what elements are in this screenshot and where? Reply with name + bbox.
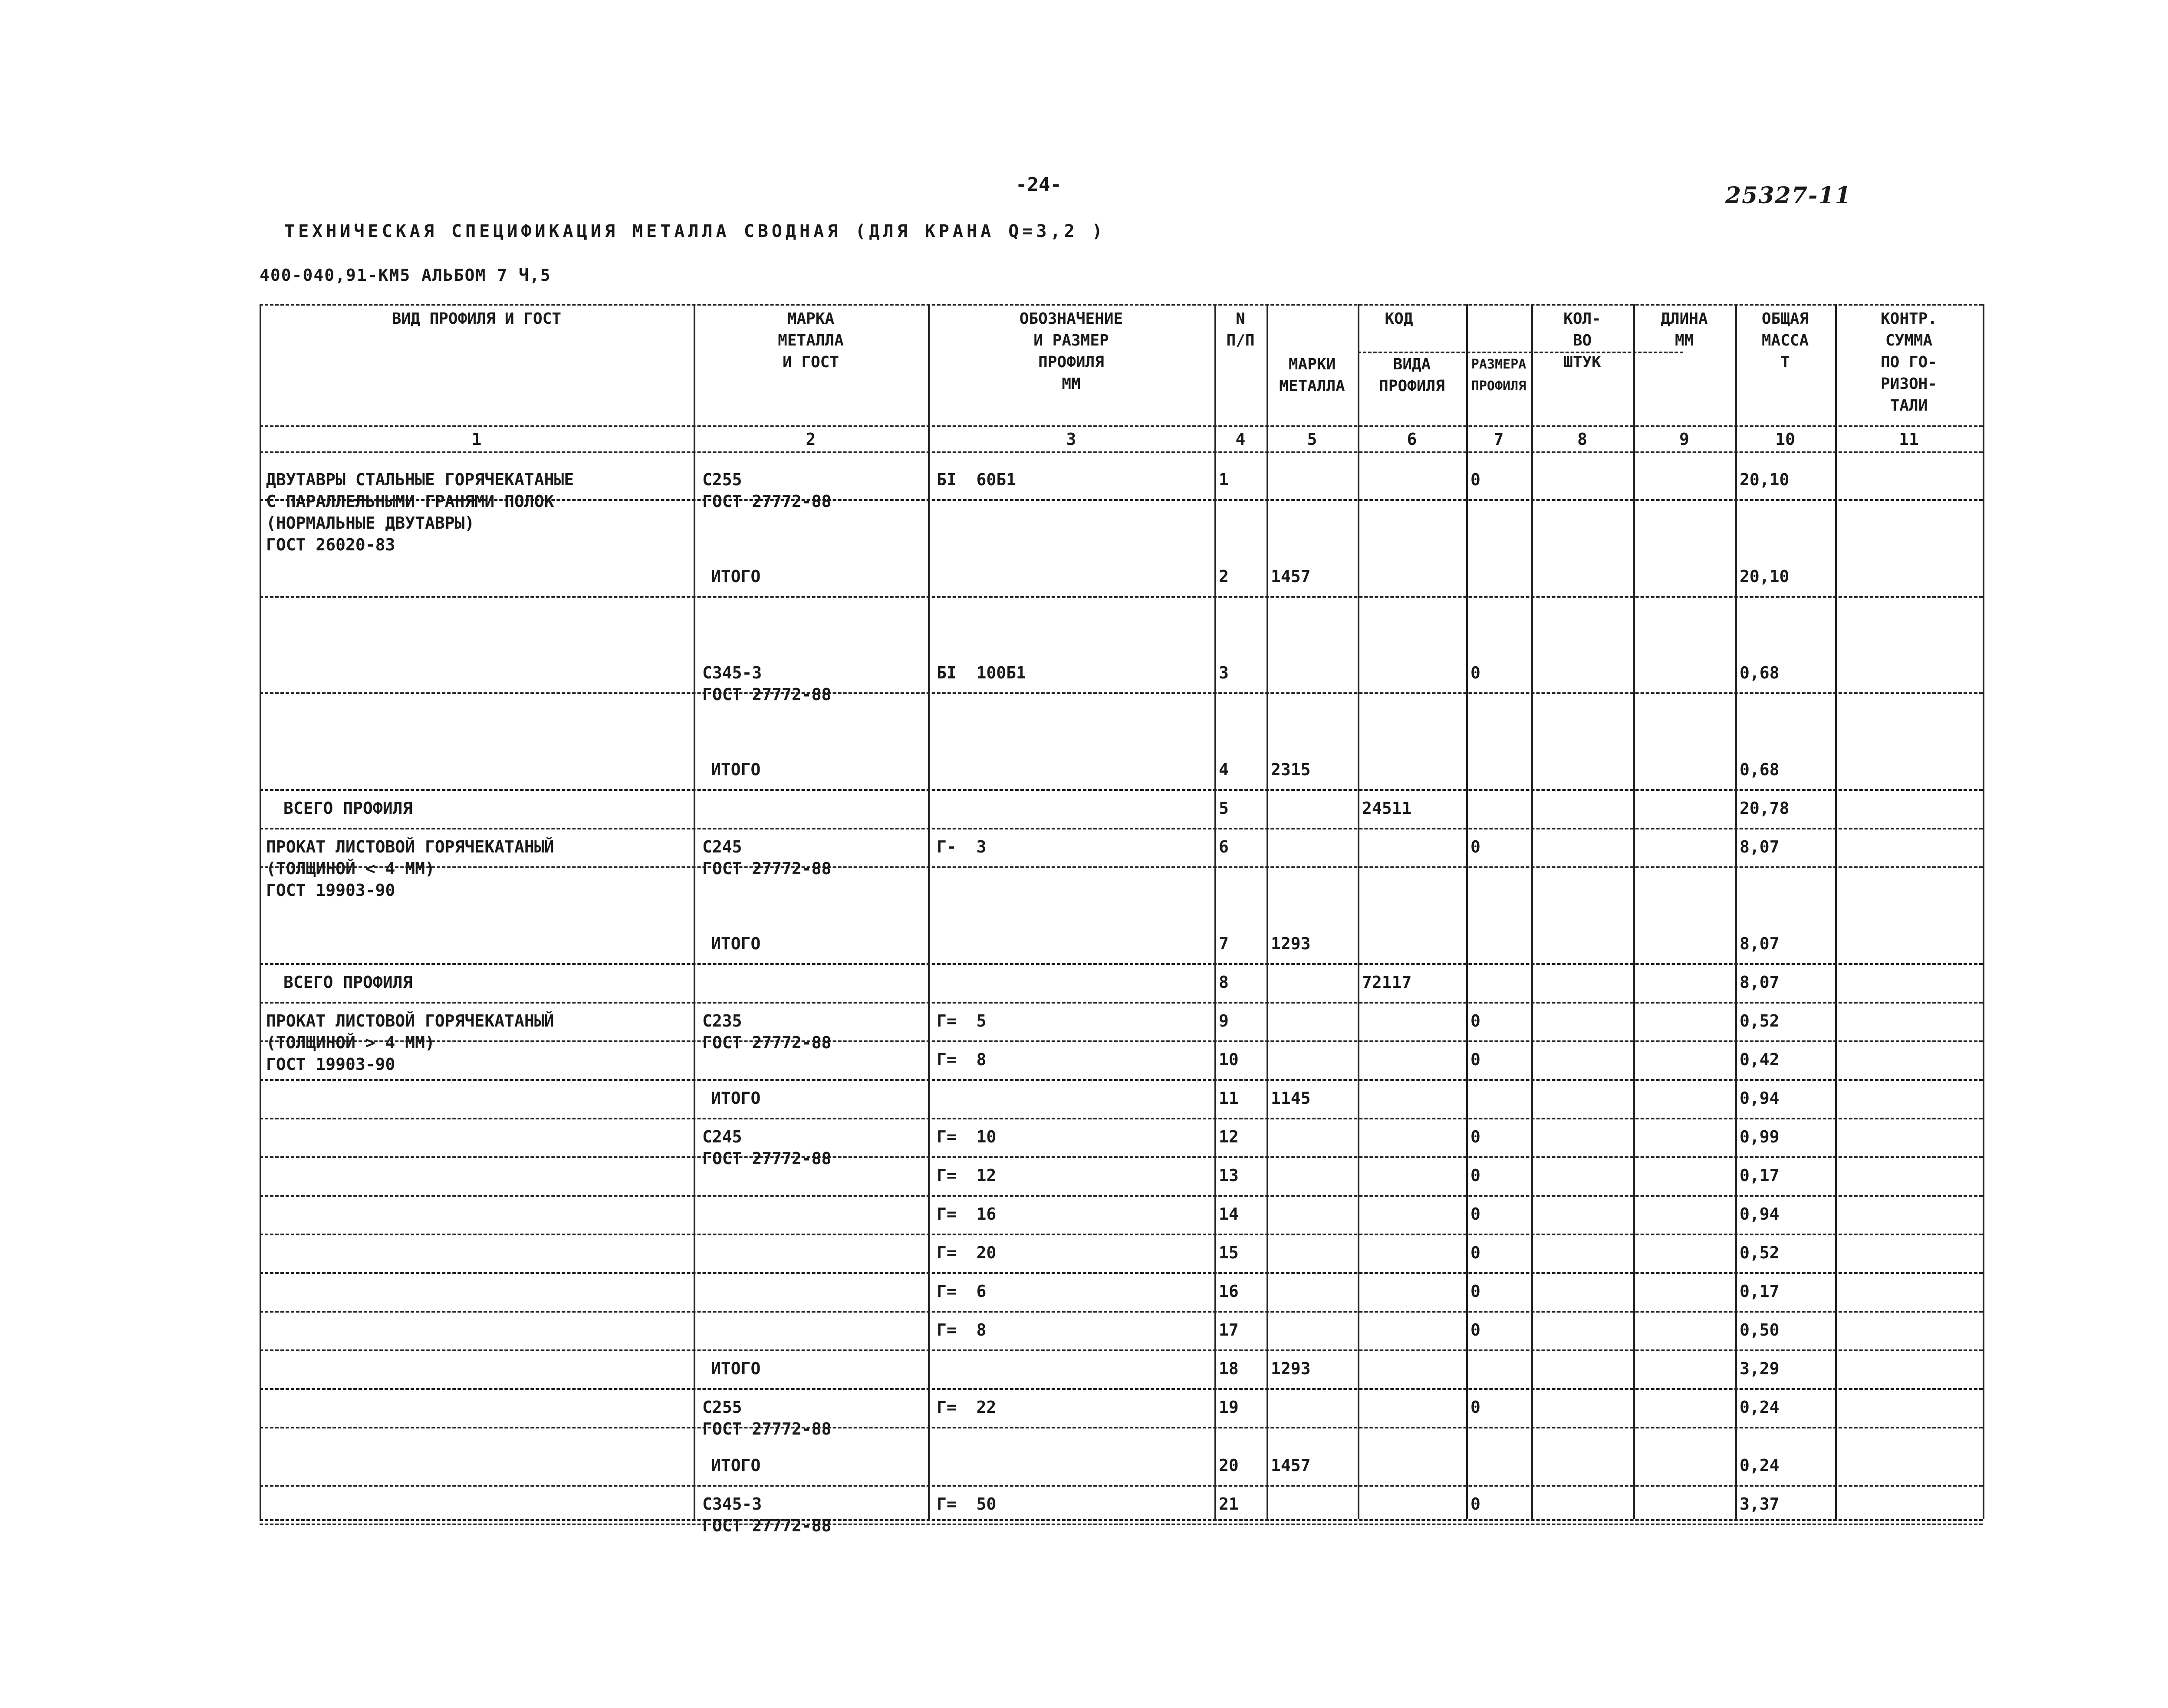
total-mass: 20,10 (1740, 470, 1790, 489)
row-border (260, 596, 1983, 598)
row-number: 16 (1219, 1282, 1239, 1301)
header-total-mass: ОБЩАЯ МАССА Т (1761, 310, 1809, 371)
header-code-profile: ВИДА ПРОФИЛЯ (1379, 355, 1445, 395)
subtotal-label: ИТОГО (711, 1088, 761, 1108)
code-size: 0 (1471, 1320, 1480, 1340)
row-number: 15 (1219, 1243, 1239, 1263)
row-number: 3 (1219, 663, 1229, 683)
header-designation: ОБОЗНАЧЕНИЕ И РАЗМЕР ПРОФИЛЯ ММ (1019, 310, 1123, 393)
album-reference: 400-040,91-КМ5 АЛЬБОМ 7 Ч,5 (260, 266, 551, 285)
total-mass: 3,29 (1740, 1359, 1780, 1379)
row-number: 12 (1219, 1127, 1239, 1146)
row-border (260, 1079, 1983, 1081)
code-size: 0 (1471, 1127, 1480, 1146)
total-mass: 0,94 (1740, 1088, 1780, 1108)
profile-total-label: ВСЕГО ПРОФИЛЯ (283, 972, 413, 992)
designation: Г= 10 (937, 1127, 997, 1146)
header-length: ДЛИНА ММ (1661, 310, 1708, 349)
document-title: ТЕХНИЧЕСКАЯ СПЕЦИФИКАЦИЯ МЕТАЛЛА СВОДНАЯ (ДЛЯ КРАНА Q=3,2 ) (284, 221, 1106, 241)
row-number: 10 (1219, 1050, 1239, 1069)
row-border (260, 1118, 1983, 1119)
column-number: 5 (1307, 430, 1317, 449)
designation: Г= 22 (937, 1398, 997, 1417)
total-mass: 0,17 (1740, 1166, 1780, 1185)
column-number: 7 (1494, 430, 1504, 449)
code-steel: 1457 (1271, 1455, 1311, 1475)
row-number: 21 (1219, 1494, 1239, 1514)
row-number: 18 (1219, 1359, 1239, 1379)
designation: Г= 20 (937, 1243, 997, 1263)
total-mass: 8,07 (1740, 972, 1780, 992)
row-number: 4 (1219, 760, 1229, 779)
column-border (260, 304, 261, 1519)
total-mass: 0,52 (1740, 1011, 1780, 1030)
code-size: 0 (1471, 1166, 1480, 1185)
row-number: 9 (1219, 1011, 1229, 1030)
row-border (260, 1156, 1983, 1158)
row-border (260, 1234, 1983, 1235)
column-number: 2 (806, 430, 816, 449)
column-number: 3 (1066, 430, 1076, 449)
row-border (260, 828, 1983, 829)
code-profile: 24511 (1362, 798, 1412, 818)
row-border (260, 1485, 1983, 1487)
column-border (1358, 304, 1359, 1519)
header-row-number: N П/П (1226, 310, 1255, 349)
profile-total-label: ВСЕГО ПРОФИЛЯ (283, 798, 413, 818)
row-number: 2 (1219, 566, 1229, 586)
row-number: 17 (1219, 1320, 1239, 1340)
total-mass: 3,37 (1740, 1494, 1780, 1514)
code-steel: 1145 (1271, 1088, 1311, 1108)
column-number: 9 (1679, 430, 1689, 449)
profile-type: ПРОКАТ ЛИСТОВОЙ ГОРЯЧЕКАТАНЫЙ (ТОЛЩИНОЙ > 4 ММ) ГОСТ 19903-90 (266, 1011, 554, 1074)
column-number: 8 (1577, 430, 1587, 449)
code-steel: 2315 (1271, 760, 1311, 779)
row-number: 19 (1219, 1398, 1239, 1417)
specification-table (260, 304, 1983, 1535)
total-mass: 0,52 (1740, 1243, 1780, 1263)
row-border (260, 1524, 1983, 1525)
designation: Г= 50 (937, 1494, 997, 1514)
row-number: 6 (1219, 837, 1229, 857)
total-mass: 0,17 (1740, 1282, 1780, 1301)
code-steel: 1293 (1271, 1359, 1311, 1379)
column-number: 10 (1775, 430, 1795, 449)
header-steel-grade: МАРКА МЕТАЛЛА И ГОСТ (778, 310, 844, 371)
row-border (260, 692, 1983, 694)
column-border (1214, 304, 1216, 1519)
header-bottom-border (260, 425, 1983, 427)
row-border (260, 789, 1983, 791)
code-size: 0 (1471, 1494, 1480, 1514)
subtotal-label: ИТОГО (711, 1455, 761, 1475)
code-size: 0 (1471, 1050, 1480, 1069)
row-border (260, 1349, 1983, 1351)
total-mass: 20,78 (1740, 798, 1790, 818)
row-number: 20 (1219, 1455, 1239, 1475)
total-mass: 0,24 (1740, 1398, 1780, 1417)
table-top-border (260, 304, 1983, 306)
row-border (260, 1002, 1983, 1004)
code-size: 0 (1471, 1243, 1480, 1263)
header-quantity: КОЛ- ВО ШТУК (1563, 310, 1601, 371)
code-size: 0 (1471, 1011, 1480, 1030)
row-border (260, 1272, 1983, 1274)
subtotal-label: ИТОГО (711, 760, 761, 779)
total-mass: 8,07 (1740, 934, 1780, 953)
column-number: 4 (1235, 430, 1246, 449)
designation: Г= 8 (937, 1320, 987, 1340)
column-border (1983, 304, 1984, 1519)
code-size: 0 (1471, 1204, 1480, 1224)
designation: Г= 5 (937, 1011, 987, 1030)
column-border (1735, 304, 1737, 1519)
header-code-steel: МАРКИ МЕТАЛЛА (1279, 355, 1345, 395)
code-size: 0 (1471, 1398, 1480, 1417)
code-size: 0 (1471, 663, 1480, 683)
designation: Г- 3 (937, 837, 987, 857)
steel-grade: С235 ГОСТ 27772-88 (702, 1011, 832, 1052)
row-border (260, 1427, 1983, 1428)
code-size: 0 (1471, 837, 1480, 857)
page-number: -24- (1016, 174, 1062, 196)
code-size: 0 (1471, 470, 1480, 489)
steel-grade: С345-3 ГОСТ 27772-88 (702, 663, 832, 704)
column-border (694, 304, 695, 1519)
total-mass: 8,07 (1740, 837, 1780, 857)
profile-type: ДВУТАВРЫ СТАЛЬНЫЕ ГОРЯЧЕКАТАНЫЕ С ПАРАЛЛЕЛЬНЫМИ ГРАНЯМИ ПОЛОК (НОРМАЛЬНЫЕ ДВУТАВРЫ) ГОСТ 26020-83 (266, 470, 574, 554)
designation: БI 100Б1 (937, 663, 1026, 683)
row-number: 5 (1219, 798, 1229, 818)
profile-type: ПРОКАТ ЛИСТОВОЙ ГОРЯЧЕКАТАНЫЙ (ТОЛЩИНОЙ < 4 ММ) ГОСТ 19903-90 (266, 837, 554, 900)
code-steel: 1293 (1271, 934, 1311, 953)
column-number: 6 (1407, 430, 1417, 449)
code-profile: 72117 (1362, 972, 1412, 992)
header-profile-type: ВИД ПРОФИЛЯ И ГОСТ (391, 310, 562, 328)
steel-grade: С245 ГОСТ 27772-88 (702, 837, 832, 879)
row-number: 11 (1219, 1088, 1239, 1108)
row-border (260, 1388, 1983, 1390)
total-mass: 0,99 (1740, 1127, 1780, 1146)
designation: БI 60Б1 (937, 470, 1017, 489)
row-border (260, 1195, 1983, 1197)
total-mass: 20,10 (1740, 566, 1790, 586)
total-mass: 0,42 (1740, 1050, 1780, 1069)
total-mass: 0,68 (1740, 760, 1780, 779)
designation: Г= 6 (937, 1282, 987, 1301)
kod-subheader-border (1358, 352, 1683, 353)
code-steel: 1457 (1271, 566, 1311, 586)
column-border (928, 304, 930, 1519)
designation: Г= 8 (937, 1050, 987, 1069)
total-mass: 0,24 (1740, 1455, 1780, 1475)
header-check-sum: КОНТР. СУММА ПО ГО- РИЗОН- ТАЛИ (1880, 310, 1938, 415)
column-border (1633, 304, 1635, 1519)
steel-grade: С255 ГОСТ 27772-88 (702, 1398, 832, 1439)
row-number: 14 (1219, 1204, 1239, 1224)
column-border (1267, 304, 1268, 1519)
header-code-size: РАЗМЕРА ПРОФИЛЯ (1471, 357, 1526, 394)
row-number: 7 (1219, 934, 1229, 953)
column-number: 1 (471, 430, 482, 449)
row-border (260, 963, 1983, 965)
steel-grade: С255 ГОСТ 27772-88 (702, 470, 832, 511)
steel-grade: С245 ГОСТ 27772-88 (702, 1127, 832, 1168)
subtotal-label: ИТОГО (711, 1359, 761, 1379)
table-bottom-border (260, 1519, 1983, 1521)
column-number: 11 (1899, 430, 1919, 449)
row-border (260, 1311, 1983, 1313)
column-border (1531, 304, 1533, 1519)
code-size: 0 (1471, 1282, 1480, 1301)
designation: Г= 16 (937, 1204, 997, 1224)
column-border (1835, 304, 1837, 1519)
row-number: 1 (1219, 470, 1229, 489)
row-number: 13 (1219, 1166, 1239, 1185)
subtotal-label: ИТОГО (711, 934, 761, 953)
total-mass: 0,68 (1740, 663, 1780, 683)
header-code: КОД (1385, 310, 1413, 328)
total-mass: 0,94 (1740, 1204, 1780, 1224)
steel-grade: С345-3 ГОСТ 27772-88 (702, 1494, 832, 1535)
designation: Г= 12 (937, 1166, 997, 1185)
column-border (1466, 304, 1468, 1519)
column-numbers-border (260, 451, 1983, 453)
total-mass: 0,50 (1740, 1320, 1780, 1340)
row-number: 8 (1219, 972, 1229, 992)
subtotal-label: ИТОГО (711, 566, 761, 586)
document-number: 25327-11 (1725, 182, 1852, 209)
